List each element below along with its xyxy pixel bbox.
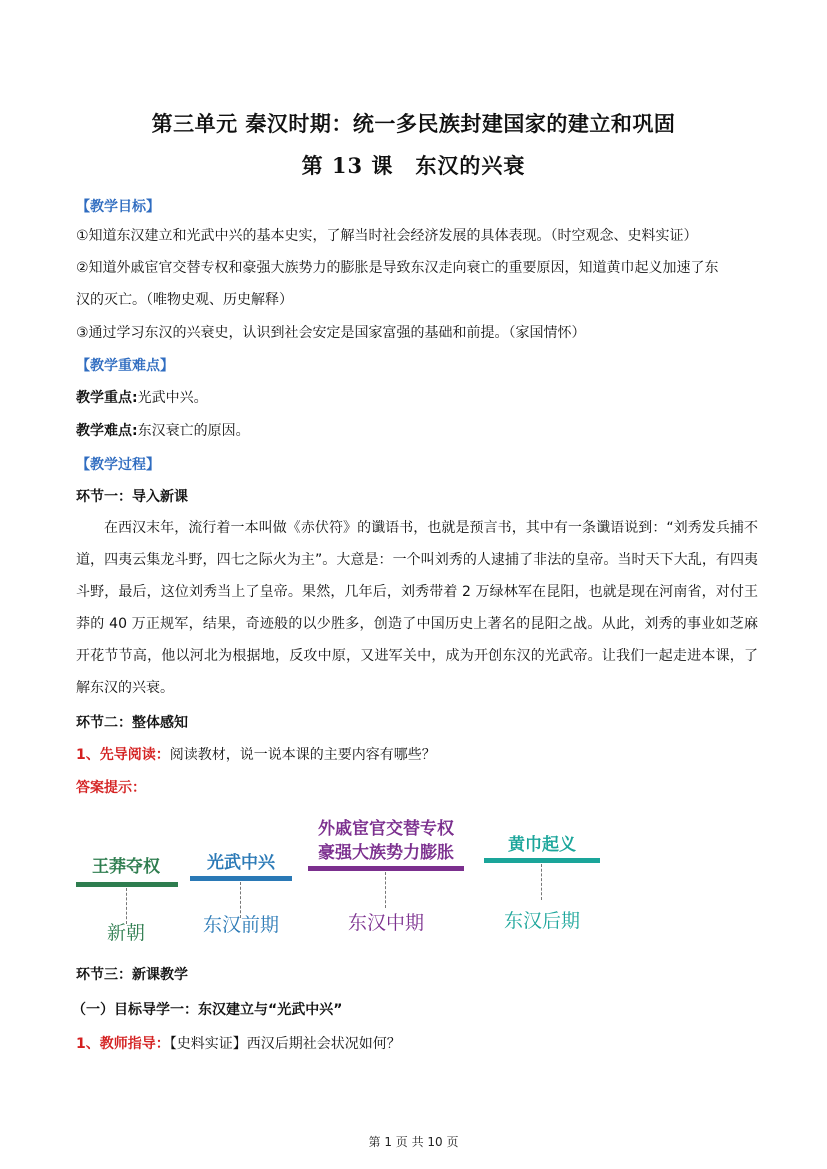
- difficulty-line: [76, 421, 756, 441]
- answer-label: 答案提示：: [76, 780, 146, 796]
- difficulty-label: 教学难点:: [76, 423, 138, 439]
- timeline-bar-3: [308, 866, 464, 871]
- difficulty-value: 东汉衰亡的原因。: [137, 423, 250, 439]
- timeline-figure: [74, 808, 604, 948]
- step-2-heading: 环节二：整体感知: [76, 715, 188, 731]
- intro-paragraph: 在西汉末年，流行着一本叫做《赤伏符》的谶语书，也就是预言书，其中有一条谶语说到：“刘秀发兵捕不道，四夷云集龙斗野，四七之际火为主”。大意是：一个叫刘秀的人逮捕了非法的皇帝。当时天下大乱，有四夷斗野，最后，这位刘秀当上了皇帝。果然，几年后，刘秀带着 2 万绿林军在昆阳，也就是现在河南省，对付王莽的 40 万正规军，结果，奇迹般的以少胜多，创造了中国历史上著名的昆阳之战。从此，刘秀的事业如芝麻开花节节高，他以河北为根据地，反攻中原，又进军关中，成为开创东汉的光武帝。让我们一起走进本课，了解东汉的兴衰。: [76, 520, 758, 696]
- timeline-bar-2: [190, 876, 292, 881]
- teacher-guide-text: 【史料实证】西汉后期社会状况如何？: [169, 1036, 401, 1052]
- keypoints-header: 【教学重难点】: [76, 358, 174, 374]
- timeline-tick-3: [385, 872, 387, 908]
- timeline-bar-4: [484, 858, 600, 863]
- timeline-label-4: 黄巾起义: [508, 835, 576, 855]
- goals-header: 【教学目标】: [76, 199, 160, 215]
- pre-read-line: [76, 745, 756, 765]
- goal-item-1: ①知道东汉建立和光武中兴的基本史实，了解当时社会经济发展的具体表现。（时空观念、史料实证）: [76, 228, 698, 244]
- timeline-label-3a: 外戚宦官交替专权: [318, 819, 454, 839]
- step-1-heading: 环节一：导入新课: [76, 489, 188, 505]
- teacher-guide-label: 1、教师指导：: [76, 1036, 170, 1052]
- page-footer: 第 1 页 共 10 页: [368, 1135, 459, 1149]
- timeline-period-3: 东汉中期: [347, 912, 424, 934]
- focus-label: 教学重点:: [76, 390, 138, 406]
- pre-read-text: 阅读教材，说一说本课的主要内容有哪些？: [169, 747, 436, 763]
- timeline-label-1: 王莽夺权: [92, 857, 160, 877]
- step-3-heading: 环节三：新课教学: [76, 967, 188, 983]
- process-header: 【教学过程】: [76, 457, 160, 473]
- goal-item-2b: 汉的灭亡。（唯物史观、历史解释）: [76, 292, 293, 308]
- timeline-label-3b: 豪强大族势力膨胀: [318, 843, 454, 863]
- focus-line: [76, 388, 756, 408]
- unit-title: 第三单元 秦汉时期：统一多民族封建国家的建立和巩固: [151, 111, 676, 136]
- timeline-period-1: 新朝: [106, 922, 145, 944]
- timeline-label-2: 光武中兴: [207, 853, 275, 873]
- timeline-tick-4: [541, 864, 543, 900]
- focus-value: 光武中兴。: [137, 390, 208, 406]
- timeline-bar-1: [76, 882, 178, 887]
- teacher-guide-line: [76, 1034, 756, 1054]
- lesson-title: 第 13 课 东汉的兴衰: [301, 153, 526, 178]
- timeline-period-2: 东汉前期: [202, 914, 279, 936]
- timeline-period-4: 东汉后期: [503, 910, 580, 932]
- goal-1-heading: （一）目标导学一：东汉建立与“光武中兴”: [72, 1002, 343, 1018]
- goal-item-2a: ②知道外戚宦官交替专权和豪强大族势力的膨胀是导致东汉走向衰亡的重要原因，知道黄巾起义加速了东: [76, 260, 719, 276]
- pre-read-label: 1、先导阅读：: [76, 747, 170, 763]
- goal-item-3: ③通过学习东汉的兴衰史，认识到社会安定是国家富强的基础和前提。（家国情怀）: [76, 325, 586, 341]
